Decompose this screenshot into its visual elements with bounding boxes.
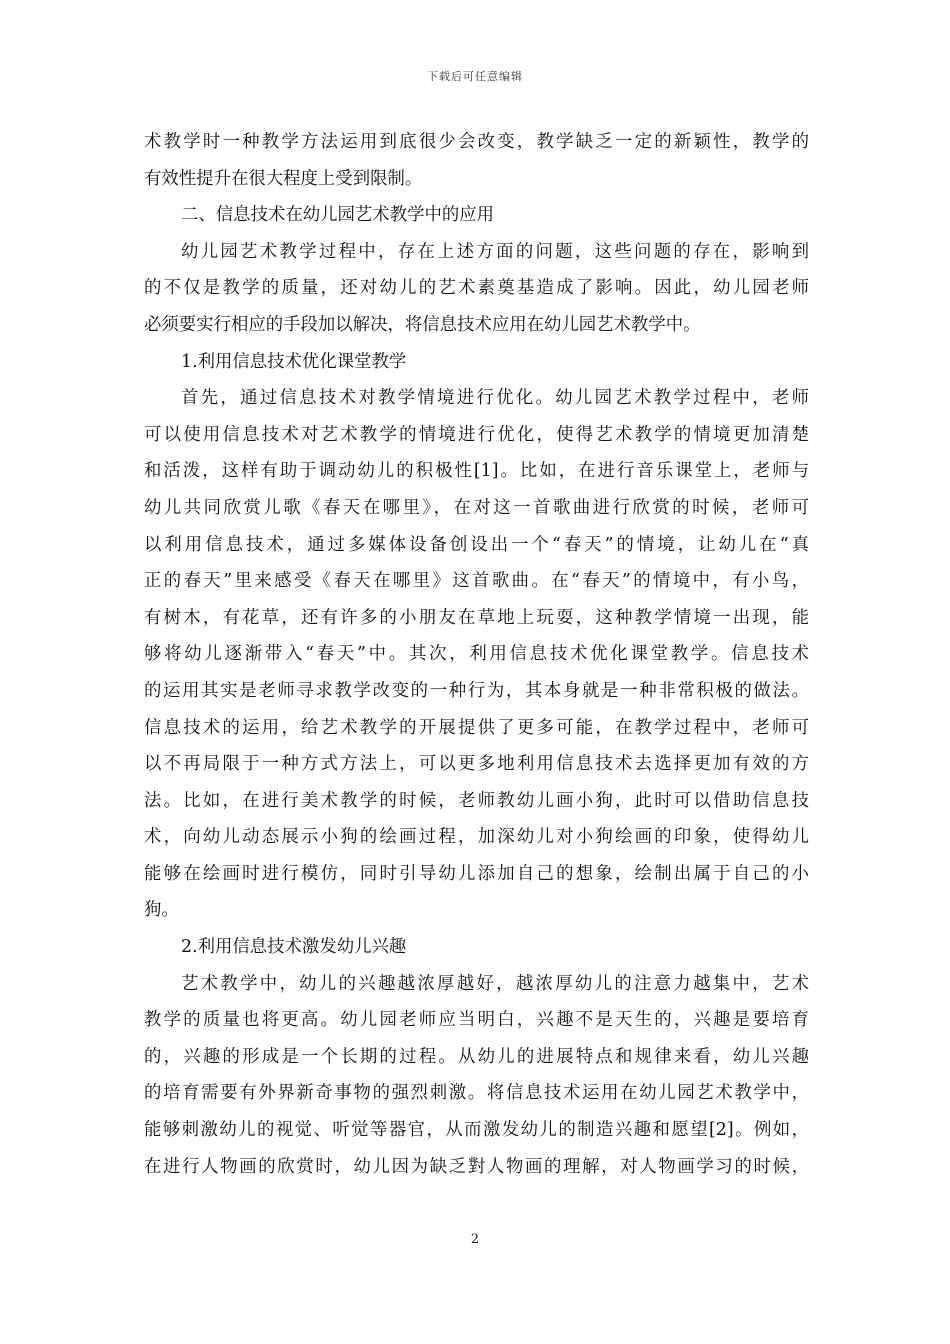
text-line: 以利用信息技术，通过多媒体设备创设出一个“春天”的情境，让幼儿在“真	[144, 534, 809, 555]
text-line: 的不仅是教学的质量，还对幼儿的艺术素奠基造成了影响。因此，幼儿园老师	[144, 278, 809, 299]
text-line: 术教学时一种教学方法运用到底很少会改变，教学缺乏一定的新颖性，教学的	[144, 132, 809, 152]
text-line: 狗。	[144, 900, 179, 921]
text-line: 术，向幼儿动态展示小狗的绘画过程，加深幼儿对小狗绘画的印象，使得幼儿	[144, 827, 809, 848]
text-line: 可以使用信息技术对艺术教学的情境进行优化，使得艺术教学的情境更加清楚	[144, 424, 809, 445]
text-line: 的培育需要有外界新奇事物的强烈刺激。将信息技术运用在幼儿园艺术教学中，	[144, 1083, 809, 1104]
text-line: 必须要实行相应的手段加以解决，将信息技术应用在幼儿园艺术教学中。	[144, 314, 701, 335]
text-line: 的，兴趣的形成是一个长期的过程。从幼儿的进展特点和规律来看，幼儿兴趣	[144, 1046, 809, 1067]
text-line: 够将幼儿逐渐带入“春天”中。其次，利用信息技术优化课堂教学。信息技术	[144, 644, 809, 665]
text-line: 正的春天”里来感受《春天在哪里》这首歌曲。在“春天”的情境中，有小鸟，	[144, 571, 809, 592]
text-line: 能够在绘画时进行模仿，同时引导幼儿添加自己的想象，绘制出属于自己的小	[144, 863, 809, 884]
text-line: 的运用其实是老师寻求教学改变的一种行为，其本身就是一种非常积极的做法。	[144, 680, 809, 701]
text-line: 以不再局限于一种方式方法上，可以更多地利用信息技术去选择更加有效的方	[144, 754, 809, 775]
text-line: 有效性提升在很大程度上受到限制。	[144, 168, 423, 189]
text-line: 有树木，有花草，还有许多的小朋友在草地上玩耍，这种教学情境一出现，能	[144, 607, 809, 628]
text-line: 教学的质量也将更高。幼儿园老师应当明白，兴趣不是天生的，兴趣是要培育	[144, 1010, 809, 1031]
text-line: 首先，通过信息技术对教学情境进行优化。幼儿园艺术教学过程中，老师	[181, 388, 809, 409]
text-line: 在进行人物画的欣赏时，幼儿因为缺乏對人物画的理解，对人物画学习的时候，	[144, 1156, 809, 1177]
document-body	[144, 124, 809, 1185]
text-line: 1.利用信息技术优化课堂教学	[181, 351, 407, 372]
text-line: 艺术教学中，幼儿的兴趣越浓厚越好，越浓厚幼儿的注意力越集中，艺术	[181, 973, 809, 994]
text-line: 幼儿共同欣赏儿歌《春天在哪里》，在对这一首歌曲进行欣赏的时候，老师可	[144, 497, 809, 518]
text-line: 能够刺激幼儿的视觉、听觉等器官，从而激发幼儿的制造兴趣和愿望[2]。例如，	[144, 1120, 809, 1141]
text-line: 2.利用信息技术激发幼儿兴趣	[181, 937, 407, 958]
text-line: 二、信息技术在幼儿园艺术教学中的应用	[181, 205, 495, 226]
text-line: 信息技术的运用，给艺术教学的开展提供了更多可能，在教学过程中，老师可	[144, 717, 809, 738]
text-line: 和活泼，这样有助于调动幼儿的积极性[1]。比如，在进行音乐课堂上，老师与	[144, 461, 809, 482]
text-line: 幼儿园艺术教学过程中，存在上述方面的问题，这些问题的存在，影响到	[181, 241, 809, 262]
page-number: 2	[470, 1232, 480, 1247]
text-line: 法。比如，在进行美术教学的时候，老师教幼儿画小狗，此时可以借助信息技	[144, 790, 809, 811]
page-header: 下载后可任意编辑	[427, 70, 523, 83]
